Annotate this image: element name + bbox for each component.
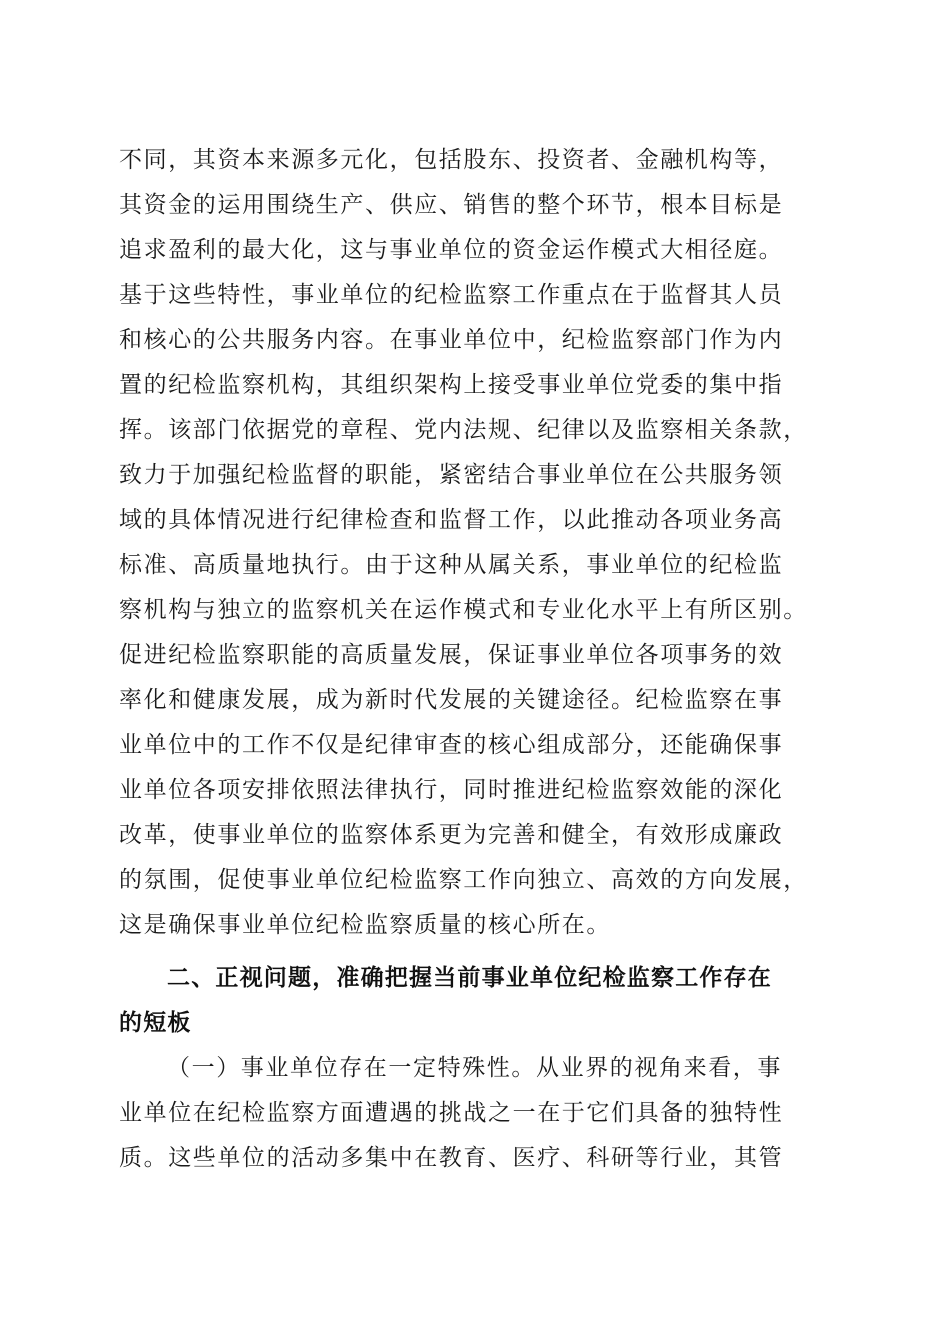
paragraph-line: 追求盈利的最大化，这与事业单位的资金运作模式大相径庭。: [119, 237, 784, 263]
paragraph-line: 其资金的运用围绕生产、供应、销售的整个环节，根本目标是: [119, 192, 784, 218]
paragraph-line: 标准、高质量地执行。由于这种从属关系，事业单位的纪检监: [119, 552, 784, 578]
subsection-heading-line: （一）事业单位存在一定特殊性。从业界的视角来看，事: [167, 1055, 782, 1081]
paragraph-line: 基于这些特性，事业单位的纪检监察工作重点在于监督其人员: [119, 282, 784, 308]
paragraph-line: 和核心的公共服务内容。在事业单位中，纪检监察部门作为内: [119, 327, 784, 353]
section-heading-line: 的短板: [119, 1010, 192, 1036]
paragraph-line: 质。这些单位的活动多集中在教育、医疗、科研等行业，其管: [119, 1145, 784, 1171]
paragraph-line: 的氛围，促使事业单位纪检监察工作向独立、高效的方向发展，: [119, 867, 808, 893]
paragraph-line: 挥。该部门依据党的章程、党内法规、纪律以及监察相关条款，: [119, 417, 808, 443]
paragraph-line: 改革，使事业单位的监察体系更为完善和健全，有效形成廉政: [119, 822, 784, 848]
paragraph-line: 域的具体情况进行纪律检查和监督工作，以此推动各项业务高: [119, 507, 784, 533]
paragraph-line: 这是确保事业单位纪检监察质量的核心所在。: [119, 912, 611, 938]
paragraph-line: 促进纪检监察职能的高质量发展，保证事业单位各项事务的效: [119, 642, 784, 668]
section-heading-line: 二、正视问题，准确把握当前事业单位纪检监察工作存在: [167, 965, 772, 991]
paragraph-line: 致力于加强纪检监督的职能，紧密结合事业单位在公共服务领: [119, 462, 784, 488]
paragraph-line: 置的纪检监察机构，其组织架构上接受事业单位党委的集中指: [119, 372, 784, 398]
paragraph-line: 率化和健康发展，成为新时代发展的关键途径。纪检监察在事: [119, 687, 784, 713]
paragraph-line: 业单位中的工作不仅是纪律审查的核心组成部分，还能确保事: [119, 732, 784, 758]
paragraph-line: 察机构与独立的监察机关在运作模式和专业化水平上有所区别。: [119, 597, 808, 623]
paragraph-line: 不同，其资本来源多元化，包括股东、投资者、金融机构等，: [119, 147, 784, 173]
paragraph-line: 业单位在纪检监察方面遭遇的挑战之一在于它们具备的独特性: [119, 1100, 784, 1126]
paragraph-line: 业单位各项安排依照法律执行，同时推进纪检监察效能的深化: [119, 777, 784, 803]
body-text: [119, 138, 831, 1181]
